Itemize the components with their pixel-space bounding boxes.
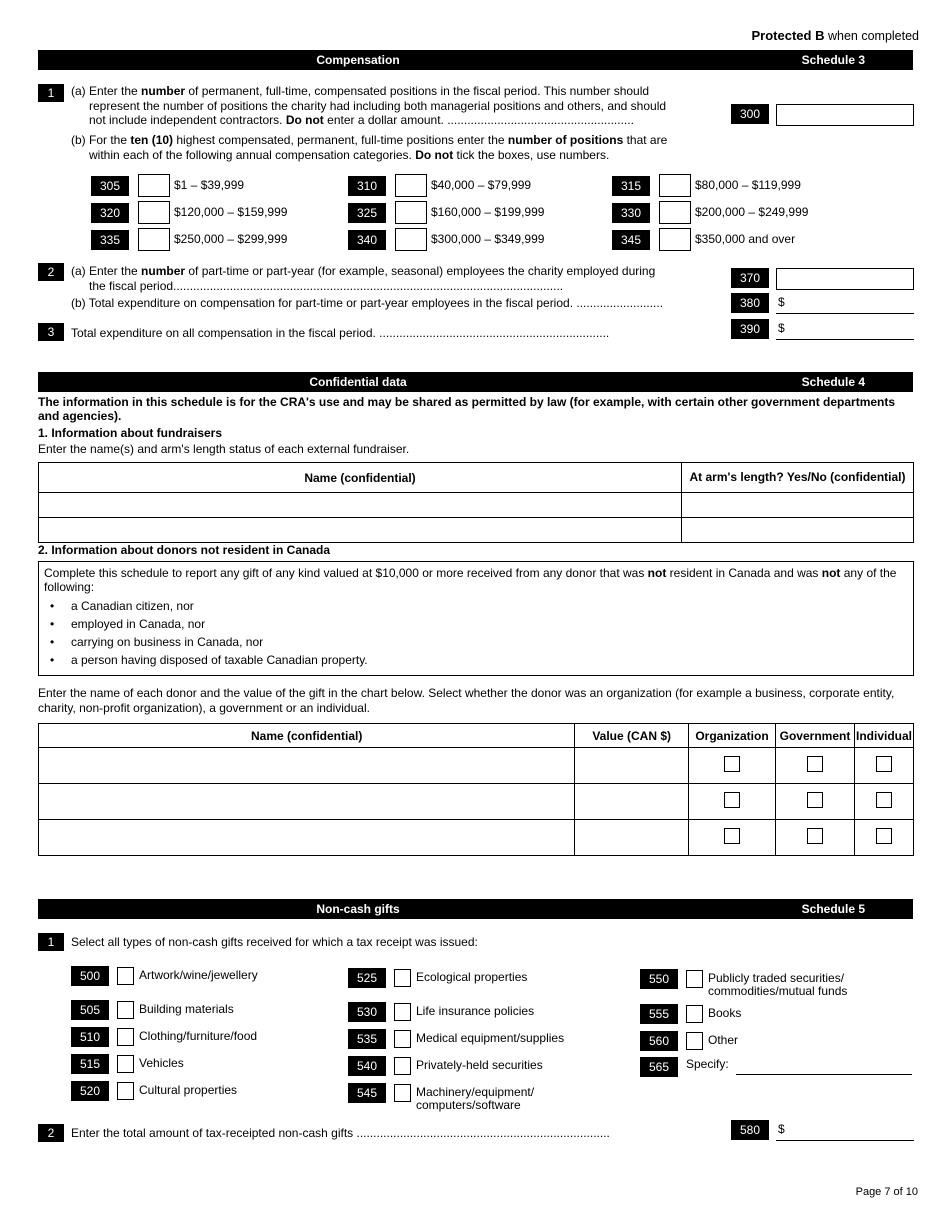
bullet-item: • carrying on business in Canada, nor [50, 635, 264, 649]
range-code: 320 [91, 203, 129, 223]
line-380-code: 380 [731, 293, 769, 313]
section-title: Confidential data [309, 375, 407, 389]
donor-value-cell[interactable] [575, 748, 689, 784]
donor-row [39, 820, 914, 856]
line-370-input[interactable] [776, 268, 914, 290]
organization-checkbox[interactable] [724, 792, 740, 808]
range-count-input[interactable] [659, 174, 691, 197]
question-number: 2 [38, 1124, 64, 1142]
organization-cell [689, 820, 776, 856]
donor-col-name: Name (confidential) [39, 724, 575, 748]
range-count-input[interactable] [659, 201, 691, 224]
bullet-item: • a person having disposed of taxable Canadian property. [50, 653, 368, 667]
gift-type-checkbox[interactable] [394, 1030, 411, 1048]
section-title: Non-cash gifts [316, 902, 400, 916]
line-580-code: 580 [731, 1120, 769, 1140]
gift-type-checkbox[interactable] [394, 1003, 411, 1021]
gift-type-code: 500 [71, 966, 109, 986]
range-code: 315 [612, 176, 650, 196]
range-code: 310 [348, 176, 386, 196]
gift-type-label: Cultural properties [139, 1083, 238, 1097]
gift-type-code: 560 [640, 1031, 678, 1051]
range-code: 305 [91, 176, 129, 196]
range-count-input[interactable] [395, 174, 427, 197]
range-code: 340 [348, 230, 386, 250]
question-number: 2 [38, 263, 64, 281]
schedule-label: Schedule 3 [801, 53, 865, 67]
gift-type-checkbox[interactable] [117, 1055, 134, 1073]
fundraiser-arms-length-cell[interactable] [682, 493, 914, 518]
schedule4-intro: The information in this schedule is for the CRA's use and may be shared as permitted by law (for example, with certain other government departments and agencies). [38, 395, 896, 423]
fundraiser-name-cell[interactable] [39, 518, 682, 543]
page-number: Page 7 of 10 [855, 1186, 918, 1198]
gift-type-checkbox[interactable] [686, 970, 703, 988]
donor-name-cell[interactable] [39, 820, 575, 856]
range-count-input[interactable] [138, 228, 170, 251]
government-cell [775, 784, 854, 820]
donors-table [38, 723, 914, 856]
government-checkbox[interactable] [807, 792, 823, 808]
gift-type-code: 535 [348, 1029, 386, 1049]
range-label: $80,000 – $119,999 [695, 178, 801, 192]
section-title: Compensation [316, 53, 400, 67]
range-count-input[interactable] [659, 228, 691, 251]
schedule-label: Schedule 5 [801, 902, 865, 916]
bullet-item: • employed in Canada, nor [50, 617, 206, 631]
range-code: 345 [612, 230, 650, 250]
line-370-code: 370 [731, 268, 769, 288]
gift-type-label: Machinery/equipment/ computers/software [416, 1085, 535, 1112]
organization-cell [689, 784, 776, 820]
individual-checkbox[interactable] [876, 756, 892, 772]
protected-b-label: Protected B when completed [751, 28, 919, 43]
range-label: $160,000 – $199,999 [431, 205, 545, 219]
line-565-code: 565 [640, 1057, 678, 1077]
sch5-q1-text: Select all types of non-cash gifts received for which a tax receipt was issued: [71, 935, 478, 949]
government-checkbox[interactable] [807, 756, 823, 772]
gift-type-label: Publicly traded securities/ commodities/mutual funds [708, 971, 848, 998]
gift-type-label: Books [708, 1006, 742, 1020]
question-number: 1 [38, 84, 64, 102]
line-580-input[interactable] [776, 1125, 914, 1141]
gift-type-code: 555 [640, 1004, 678, 1024]
line-565-specify-input[interactable] [736, 1060, 912, 1075]
donor-name-cell[interactable] [39, 748, 575, 784]
fundraiser-arms-length-cell[interactable] [682, 518, 914, 543]
gift-type-checkbox[interactable] [686, 1005, 703, 1023]
donor-col-individual: Individual [854, 724, 913, 748]
organization-cell [689, 748, 776, 784]
donor-col-value: Value (CAN $) [575, 724, 689, 748]
line-390-code: 390 [731, 319, 769, 339]
gift-type-checkbox[interactable] [394, 1084, 411, 1102]
gift-type-checkbox[interactable] [394, 969, 411, 987]
line-300-input[interactable] [776, 104, 914, 126]
donor-name-cell[interactable] [39, 784, 575, 820]
specify-label: Specify: [686, 1057, 729, 1071]
gift-type-code: 515 [71, 1054, 109, 1074]
line-380-input[interactable] [776, 298, 914, 314]
donor-value-cell[interactable] [575, 784, 689, 820]
individual-cell [854, 820, 913, 856]
gift-type-code: 545 [348, 1083, 386, 1103]
line-390-input[interactable] [776, 324, 914, 340]
schedule-label: Schedule 4 [801, 375, 865, 389]
fund-col-arms-length: At arm's length? Yes/No (confidential) [682, 463, 914, 493]
dollar-sign: $ [778, 321, 785, 335]
confidential-data-header [38, 372, 913, 392]
bullet-item: • a Canadian citizen, nor [50, 599, 194, 613]
gift-type-checkbox[interactable] [686, 1032, 703, 1050]
dollar-sign: $ [778, 1122, 785, 1136]
range-count-input[interactable] [395, 201, 427, 224]
government-checkbox[interactable] [807, 828, 823, 844]
donor-value-cell[interactable] [575, 820, 689, 856]
range-label: $300,000 – $349,999 [431, 232, 545, 246]
government-cell [775, 820, 854, 856]
gift-type-checkbox[interactable] [117, 1001, 134, 1019]
gift-type-label: Other [708, 1033, 739, 1047]
organization-checkbox[interactable] [724, 756, 740, 772]
gift-type-label: Vehicles [139, 1056, 184, 1070]
gift-type-label: Clothing/furniture/food [139, 1029, 258, 1043]
gift-type-label: Life insurance policies [416, 1004, 535, 1018]
individual-cell [854, 784, 913, 820]
range-code: 330 [612, 203, 650, 223]
gift-type-checkbox[interactable] [117, 967, 134, 985]
donors-title: 2. Information about donors not resident in Canada [38, 543, 331, 557]
government-cell [775, 748, 854, 784]
range-label: $250,000 – $299,999 [174, 232, 288, 246]
donor-criteria-box: Complete this schedule to report any gift of any kind valued at $10,000 or more received from any donor that was not resident in Canada and was not any of the following: • a Canadian citizen, nor • employed in Canada, nor • carrying on business in Canada, nor • a person having disposed of taxable Canadian property. [38, 561, 914, 676]
fund-col-name: Name (confidential) [39, 463, 682, 493]
range-label: $200,000 – $249,999 [695, 205, 809, 219]
non-cash-gifts-header [38, 899, 913, 919]
donor-row [39, 784, 914, 820]
question-number: 1 [38, 933, 64, 951]
range-count-input[interactable] [138, 201, 170, 224]
individual-checkbox[interactable] [876, 828, 892, 844]
gift-type-label: Artwork/wine/jewellery [139, 968, 258, 982]
gift-type-code: 530 [348, 1002, 386, 1022]
range-label: $1 – $39,999 [174, 178, 245, 192]
range-count-input[interactable] [395, 228, 427, 251]
gift-type-code: 550 [640, 969, 678, 989]
gift-type-checkbox[interactable] [117, 1028, 134, 1046]
fundraisers-table [38, 462, 914, 543]
donors-instructions: Enter the name of each donor and the value of the gift in the chart below. Select whether the donor was an organization (for example a business, corporate entity, charity, non-profit organization), a government or an individual. [38, 686, 895, 715]
gift-type-checkbox[interactable] [117, 1082, 134, 1100]
fundraisers-instructions: Enter the name(s) and arm's length status of each external fundraiser. [38, 442, 410, 456]
q2b-text: (b) Total expenditure on compensation for part-time or part-year employees in the fiscal period. .......................... [71, 296, 664, 310]
individual-cell [854, 748, 913, 784]
individual-checkbox[interactable] [876, 792, 892, 808]
gift-type-code: 540 [348, 1056, 386, 1076]
fundraisers-title: 1. Information about fundraisers [38, 426, 223, 440]
range-code: 335 [91, 230, 129, 250]
compensation-header [38, 50, 913, 70]
organization-checkbox[interactable] [724, 828, 740, 844]
donor-col-organization: Organization [689, 724, 776, 748]
range-label: $40,000 – $79,999 [431, 178, 532, 192]
dollar-sign: $ [778, 295, 785, 309]
range-label: $350,000 and over [695, 232, 796, 246]
gift-type-label: Ecological properties [416, 970, 528, 984]
gift-type-checkbox[interactable] [394, 1057, 411, 1075]
range-label: $120,000 – $159,999 [174, 205, 288, 219]
range-count-input[interactable] [138, 174, 170, 197]
gift-type-code: 510 [71, 1027, 109, 1047]
donor-col-government: Government [775, 724, 854, 748]
q1b-text: (b) For the ten (10) highest compensated, permanent, full-time positions enter the number of positions that are within each of the following annual compensation categories. Do not tick the boxes, use numbers. [71, 133, 668, 162]
range-code: 325 [348, 203, 386, 223]
gift-type-code: 525 [348, 968, 386, 988]
gift-type-label: Building materials [139, 1002, 234, 1016]
q1a-text: (a) Enter the number of permanent, full-time, compensated positions in the fiscal period. This number should represent the number of positions the charity had including both managerial positions and others, and should not include independent contractors. Do not enter a dollar amount. ........................................................ [71, 84, 667, 127]
q3-text: Total expenditure on all compensation in the fiscal period. ..................................................................... [71, 326, 610, 340]
question-number: 3 [38, 323, 64, 341]
sch5-q2-text: Enter the total amount of tax-receipted non-cash gifts ............................................................................ [71, 1126, 610, 1140]
line-300-code: 300 [731, 104, 769, 124]
gift-type-label: Medical equipment/supplies [416, 1031, 565, 1045]
q2a-text: (a) Enter the number of part-time or part-year (for example, seasonal) employees the charity employed during the fiscal period..................................................................................................................... [71, 264, 656, 293]
fundraiser-name-cell[interactable] [39, 493, 682, 518]
gift-type-code: 505 [71, 1000, 109, 1020]
donor-row [39, 748, 914, 784]
gift-type-code: 520 [71, 1081, 109, 1101]
gift-type-label: Privately-held securities [416, 1058, 543, 1072]
